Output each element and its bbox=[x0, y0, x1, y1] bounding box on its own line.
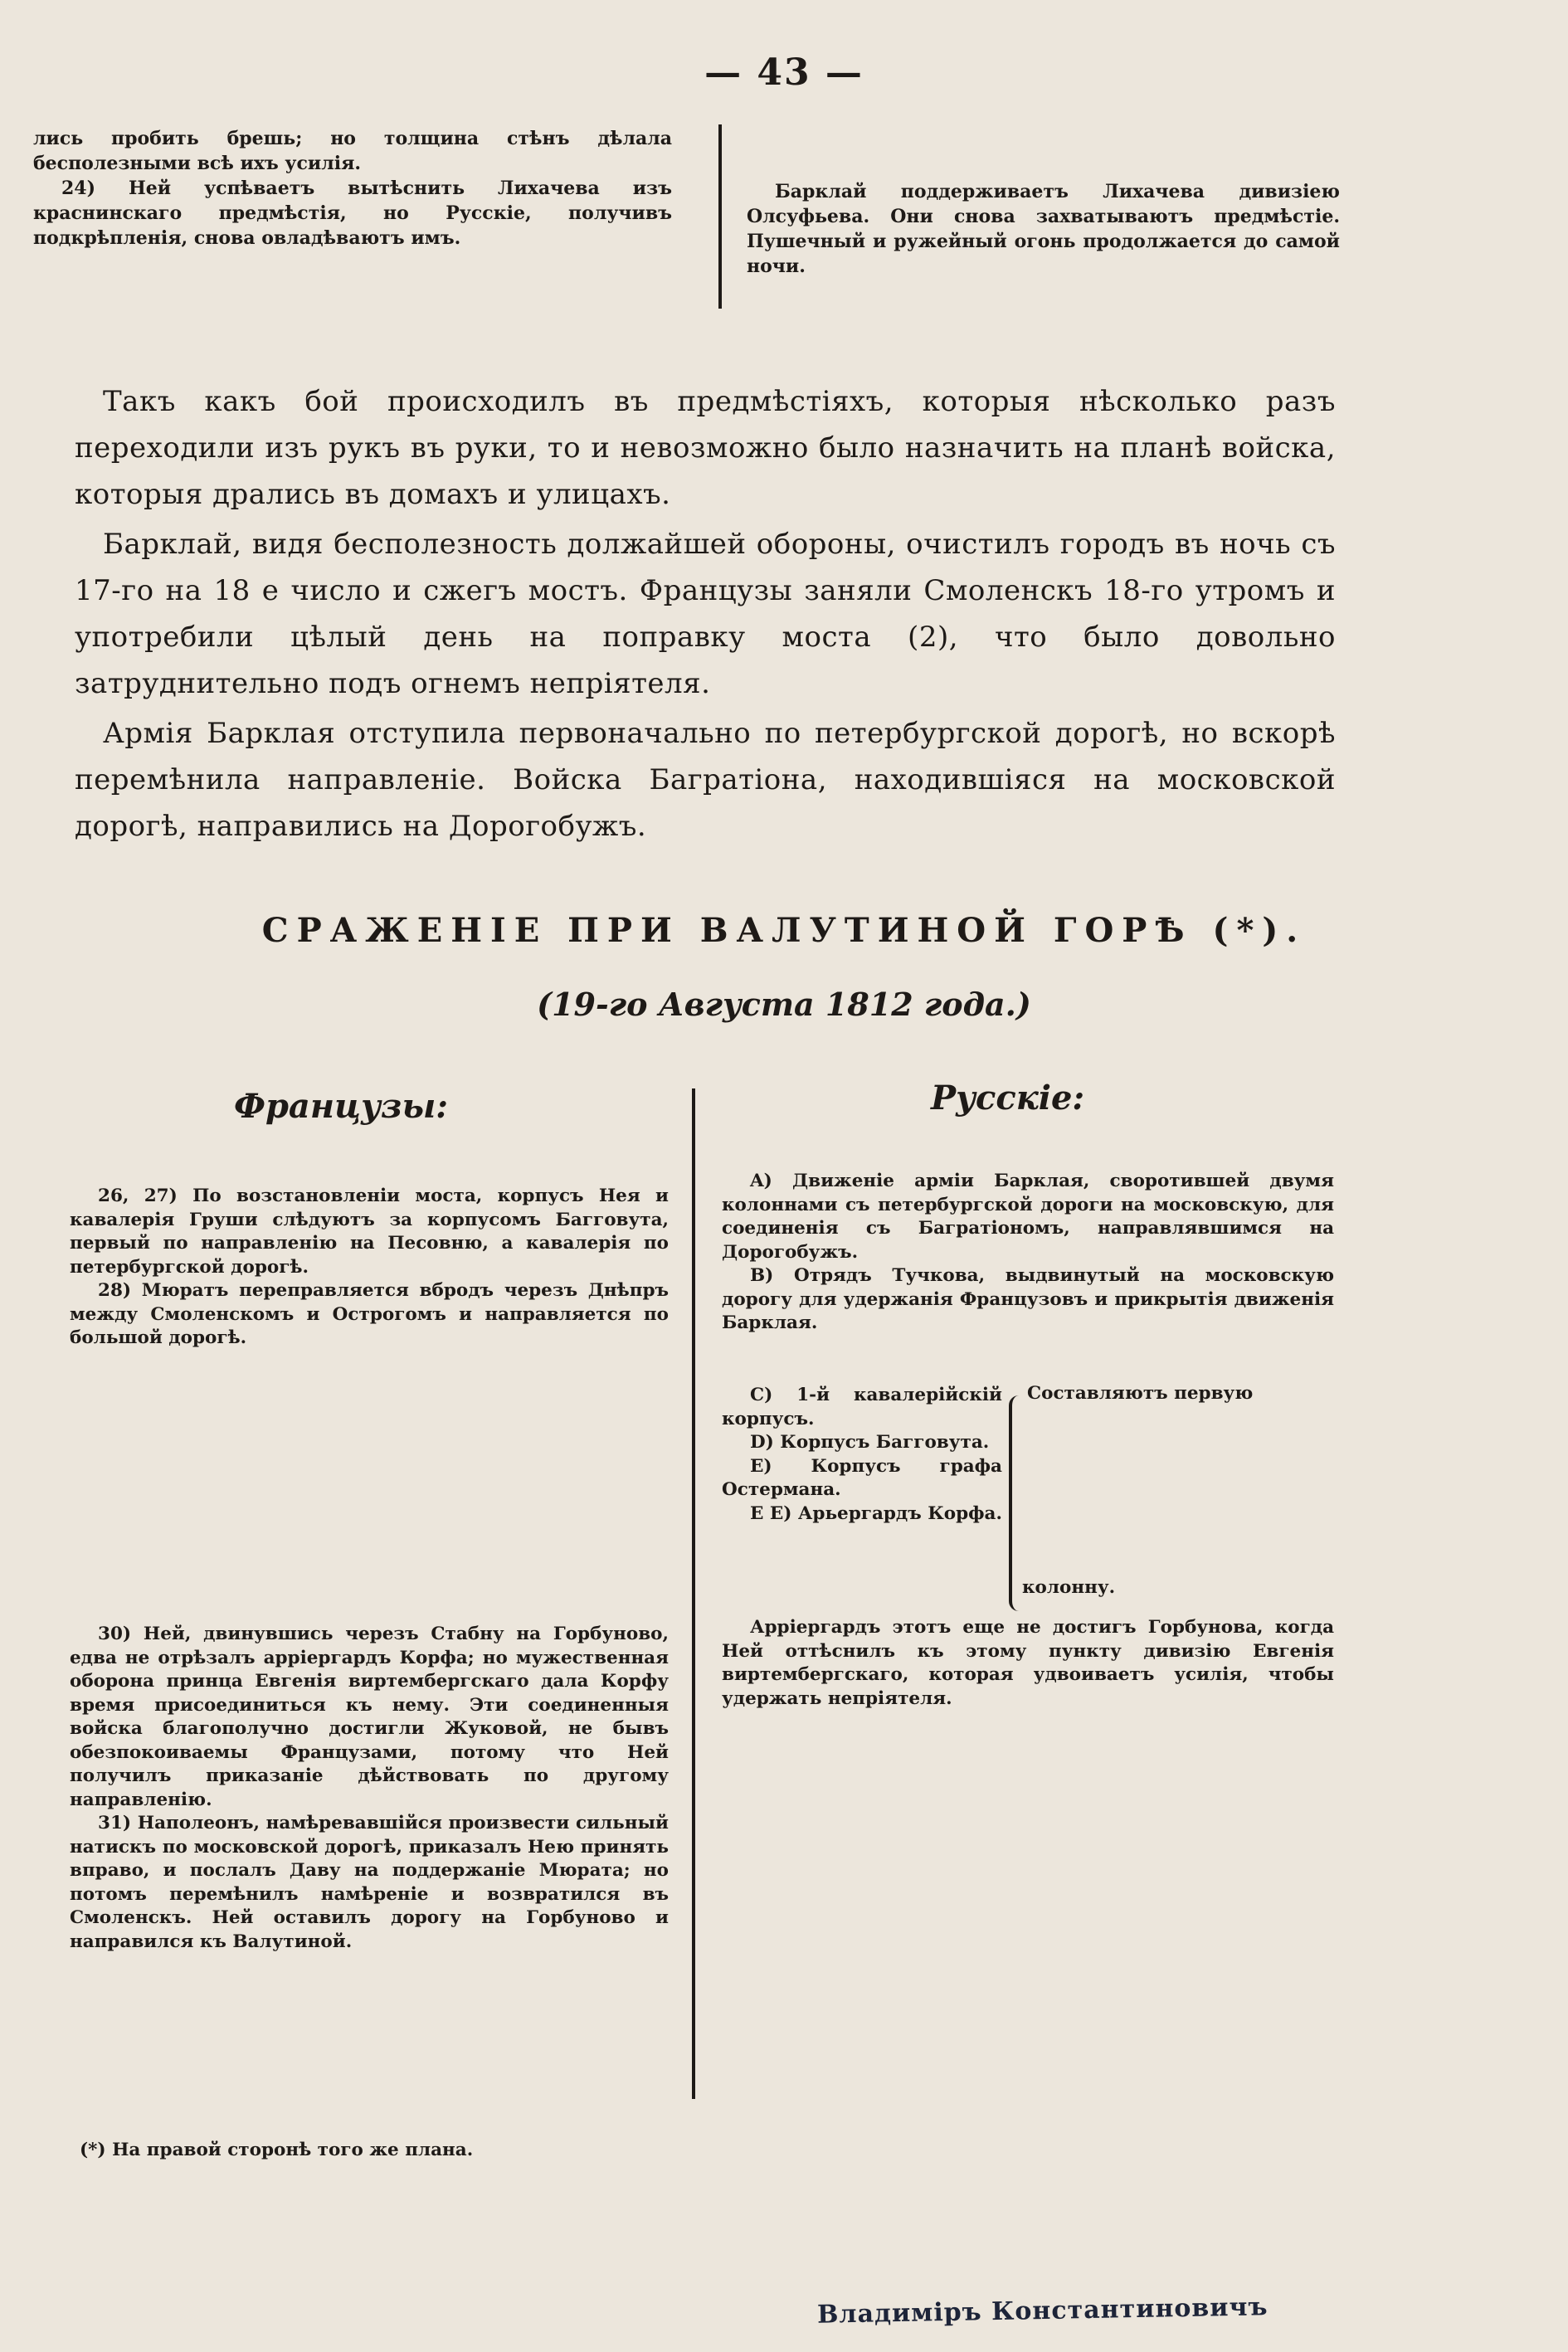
footnote bbox=[80, 2139, 660, 2163]
french-column-bottom bbox=[70, 1623, 669, 1954]
top-column-divider bbox=[718, 124, 722, 309]
body-paragraph-3: Армія Барклая отступила первоначально по петербургской дорогѣ, но вскорѣ перемѣнила направленіе. Войска Багратіона, находившіяся на московской дорогѣ, направились на Дорогобужъ. bbox=[75, 717, 1336, 843]
brace-label-bottom: колонну. bbox=[1022, 1577, 1116, 1598]
russian-column-top bbox=[722, 1170, 1334, 1336]
french-paragraph-31: 31) Наполеонъ, намѣревавшійся произвести сильный натискъ по московской дорогѣ, приказалъ Нею принять вправо, и послалъ Даву на поддержаніе Мюрата; но потомъ перемѣнилъ намѣреніе и возвратился въ Смоленскъ. Ней оставилъ дорогу на Горбуново и направился къ Валутиной. bbox=[70, 1813, 669, 1952]
russian-item-d: D) Корпусъ Багговута. bbox=[750, 1432, 990, 1453]
russian-item-a: A) Движеніе арміи Барклая, своротившей двумя колоннами съ петербургской дороги на московскую, для соединенія съ Багратіономъ, направлявшимся на Дорогобужъ. bbox=[722, 1171, 1334, 1263]
french-paragraph-26-27: 26, 27) По возстановленіи моста, корпусъ Нея и кавалерія Груши слѣдуютъ за корпусомъ Багговута, первый по направленію на Песовню, а кавалерія по петербургской дорогѣ. bbox=[70, 1186, 669, 1278]
russian-brace-items bbox=[722, 1384, 1002, 1526]
russian-item-ee: E E) Арьергардъ Корфа. bbox=[750, 1502, 1002, 1524]
french-paragraph-28: 28) Мюратъ переправляется вбродъ черезъ Днѣпръ между Смоленскомъ и Острогомъ и направляется по большой дорогѣ. bbox=[70, 1280, 669, 1348]
russian-column-title: Русскіе: bbox=[931, 1079, 1085, 1118]
russian-item-c: C) 1-й кавалерійскій корпусъ. bbox=[722, 1385, 1002, 1429]
footnote-text: (*) На правой сторонѣ того же плана. bbox=[80, 2140, 474, 2160]
columns-divider bbox=[692, 1088, 695, 2099]
page-number: — 43 — bbox=[704, 51, 864, 94]
russian-item-e: E) Корпусъ графа Остермана. bbox=[722, 1455, 1002, 1500]
french-paragraph-30: 30) Ней, двинувшись черезъ Стабну на Горбуново, едва не отрѣзалъ арріергардъ Корфа; но мужественная оборона принца Евгенія виртембергскаго дала Корфу время присоединиться къ нему. Эти соединенныя войска благополучно достигли Жуковой, не бывъ обезпокоиваемы Французами, потому что Ней получилъ приказаніе дѣйствовать по другому направленію. bbox=[70, 1624, 669, 1810]
body-paragraph-1: Такъ какъ бой происходилъ въ предмѣстіяхъ, которыя нѣсколько разъ переходили изъ рукъ въ руки, то и невозможно было назначить на планѣ войска, которыя дрались въ домахъ и улицахъ. bbox=[75, 385, 1336, 511]
body-paragraph-2: Барклай, видя бесполезность должайшей обороны, очистилъ городъ въ ночь съ 17-го на 18 е число и сжегъ мостъ. Французы заняли Смоленскъ 18-го утромъ и употребили цѣлый день на поправку моста (2), что было довольно затруднительно подъ огнемъ непріятеля. bbox=[75, 528, 1336, 700]
grouping-brace bbox=[1009, 1395, 1022, 1611]
top-left-column bbox=[33, 126, 672, 251]
brace-label-top: Составляютъ первую bbox=[1027, 1383, 1254, 1404]
russian-paragraph-end: Арріергардъ этотъ еще не достигъ Горбунова, когда Ней оттѣснилъ къ этому пункту дивизію Евгенія виртембергскаго, которая удвоиваетъ усилія, чтобы удержать непріятеля. bbox=[722, 1617, 1334, 1709]
russian-item-b: B) Отрядъ Тучкова, выдвинутый на московскую дорогу для удержанія Французовъ и прикрытія движенія Барклая. bbox=[722, 1265, 1334, 1333]
section-heading: СРАЖЕНІЕ ПРИ ВАЛУТИНОЙ ГОРѢ (*). bbox=[261, 911, 1307, 950]
section-date: (19-го Августа 1812 года.) bbox=[537, 986, 1031, 1023]
french-column-top bbox=[70, 1185, 669, 1351]
top-left-paragraph-1: лись пробить брешь; но толщина стѣнъ дѣлала бесполезными всѣ ихъ усилія. bbox=[33, 128, 672, 174]
russian-column-end bbox=[722, 1616, 1334, 1711]
owner-stamp: Владиміръ Константиновичъ bbox=[816, 2292, 1269, 2330]
french-column-title: Французы: bbox=[234, 1087, 449, 1126]
top-right-paragraph-1: Барклай поддерживаетъ Лихачева дивизіею Олсуфьева. Они снова захватываютъ предмѣстіе. Пушечный и ружейный огонь продолжается до самой ночи. bbox=[747, 181, 1340, 277]
body-text bbox=[75, 378, 1336, 850]
top-right-column bbox=[747, 179, 1340, 279]
top-left-paragraph-2: 24) Ней успѣваетъ вытѣснить Лихачева изъ краснинскаго предмѣстія, но Русскіе, получивъ подкрѣпленія, снова овладѣваютъ имъ. bbox=[33, 178, 672, 249]
